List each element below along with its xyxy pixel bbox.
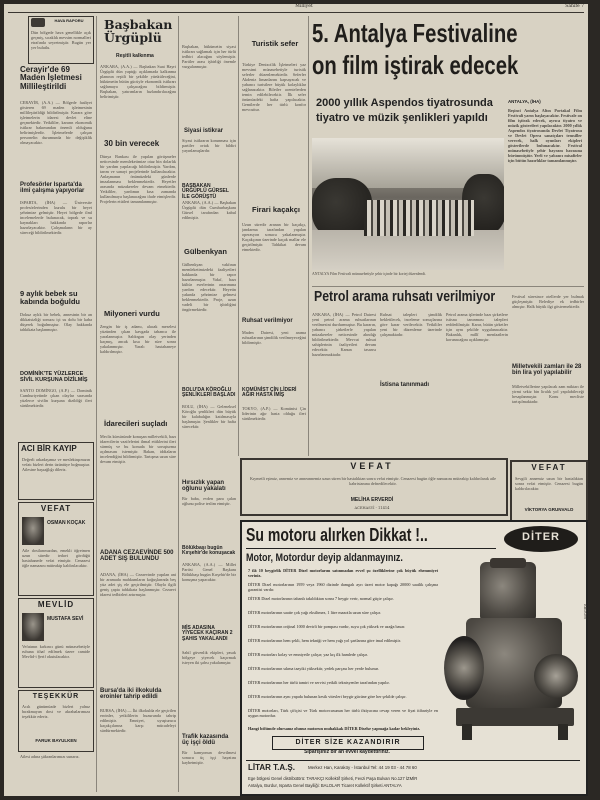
ad-feature-list — [248, 582, 438, 722]
obituary-2-text: Kıymetli eşimiz, annemiz ve anneannemiz uzun süren bir hastalıktan sonra vefat etmiştir. Cenazesi bugün öğle namazını müteakip kaldırılarak aile kabristanına defnedilecektir. — [249, 476, 497, 486]
obituary-2-name: MELİHA ERVERDİ — [350, 497, 394, 503]
col2-story5-text: ADANA, (İHA) — Cezaevinde yapılan ani bir aramada mahkumların koğuşlarında beş yüz adet şiş ele geçirilmiştir. Olayla ilgili geniş çapta tahkikata başlanmıştır. Cezaevi idaresi tedbirleri artırmıştır. — [100, 572, 176, 597]
col3-story2-head: BAŞBAKAN ÜRGÜPLÜ GÜRSEL İLE GÖRÜŞTÜ — [182, 183, 229, 200]
weather-text: Dün bölgede hava genellikle açık geçmiş, sıcaklık mevsim normalleri etrafında seyretmiştir. Bugün yer yer bulutlu. — [31, 30, 91, 50]
side-tag: ABDOM — [583, 604, 588, 619]
mevlid-portrait — [22, 613, 44, 641]
festival-caption: ANTALYA Film Festivali münasebetiyle şehir içinde bir kortej düzenlendi. — [312, 272, 427, 276]
obituary-box-3 — [510, 460, 588, 526]
col2-story5-head: ADANA CEZAEVİNDE 500 ADET SIŞ BULUNDU — [100, 550, 174, 563]
petrol-subhead: İstisna tanınmadı — [380, 382, 430, 388]
ad-feature-item: DİTER motorlarının sıkma tazyiki yüksektir, yedek parçası her yerde bulunur. — [248, 666, 379, 671]
obituary-portrait-1 — [22, 517, 44, 545]
ad-feature-item: DİTER motorları kolay ve emniyetle çalışır; yaz kış ilk hamlede çalışır. — [248, 652, 368, 657]
col4-story4-head: KOMÜNİST ÇİN LİDERİ AĞIR HASTA İMİŞ — [242, 387, 297, 399]
col2-story3-head: Milyoneri vurdu — [104, 309, 160, 318]
ad-feature-item: DİTER motorlarının her türlü tamiri ve servisi yetkili teknisyenler tarafından yapılır. — [248, 680, 390, 685]
col3-story7-head: MİS ADASINA YİYECEK KAÇIRAN 2 ŞAHIS YAKALANDI — [182, 625, 233, 642]
ad-company: LİTAR T.A.Ş. — [248, 763, 295, 772]
weather-title: HAVA RAPORU — [54, 18, 84, 23]
obituary-3-title: VEFAT — [531, 463, 567, 472]
col1-story3-head: 9 aylık bebek su kabında boğuldu — [20, 289, 80, 306]
col3-story4-head: BOLU'DA KÖROĞLU ŞENLİKLERİ BAŞLADI — [182, 387, 236, 399]
mevlid-title: MEVLİD — [37, 600, 75, 609]
diesel-engine-illustration — [442, 558, 582, 752]
obituary-2-footer: ACEHASYİ - 11414 — [354, 506, 390, 510]
col2-story2-text: Dünya Bankası ile yapılan görüşmeler neticesinde memleketimize otuz bin dolarlık bir yardım yapılacağı bildirilmiştir. Yardım, tarım ve sanayi projelerinde kullanılacaktır. Anlaşmanın önümüzdeki günlerde imzalanması beklenmektedir. Heyetler arasında müzakereler devam etmektedir. Yetkililer, yardımın kısa zamanda kullanılmaya başlanacağını ifade etmişlerdir. Projelerin etütleri tamamlanmıştır. — [100, 154, 176, 204]
festival-headline-line1: 5. Antalya Festivaline — [312, 18, 518, 48]
thanks-box — [18, 690, 94, 752]
col3-story4-text: BOLU, (İHA) — Geleneksel Köroğlu şenlikleri dün büyük bir kalabalığın katılmasıyla başlamıştır. Şenlikler bir hafta sürecektir. — [182, 404, 236, 429]
col3-story8-text: Bir kamyonun devrilmesi sonucu üç işçi hayatını kaybetmiştir. — [182, 750, 236, 765]
obituary-3-text: Sevgili annemiz uzun bir hastalıktan sonra vefat etmiştir. Cenazesi bugün kaldırılacaktır. — [515, 476, 583, 491]
condolence-title: ACI BİR KAYIP — [21, 444, 77, 453]
festival-lead-text: Beşinci Antalya Altın Portakal Film Festivali yarın başlayacaktır. Festivale on film iştirak edecek, ayrıca tiyatro ve müzik gösterileri yapılacaktır. 2000 yıllık Aspendos tiyatrosunda Devlet Tiyatrosu ve Devlet Opera sanatçıları temsiller verecek, halk oyunları ekipleri gösterilerde bulunacaktır. Festival münasebetiyle şehir bayram havasına bürünmüştür. Yerli ve yabancı misafirler için bütün hazırlıklar tamamlanmıştır. — [508, 108, 582, 163]
diter-logo: DİTER — [504, 526, 578, 552]
thanks-title: TEŞEKKÜR — [32, 693, 80, 700]
petrol-text-2: Ruhsat talepleri şimdilik bekletilecek, inceleme sonuçlarına göre karar verilecektir. Yetkililer yeni bir düzenleme üzerinde çalışmaktadır. — [380, 312, 442, 337]
obituary-1-name: OSMAN KOÇAK — [47, 520, 86, 526]
obituary-box-1 — [18, 502, 94, 596]
col3-story8-head: Trafik kazasında üç işçi öldü — [182, 734, 229, 747]
ad-feature-item: DİTER motorları, Türk çiftçisi ve Türk motorcusunun her türlü ihtiyacına cevap veren ve fiyat itibariyle en uygun motordur. — [248, 708, 438, 718]
obituary-2-title: VEFAT — [350, 461, 394, 471]
col2-story6-head: Bursa'da iki ilkokulda eroinler tahrip edildi — [100, 688, 162, 701]
condolence-box — [18, 442, 94, 500]
col4-story2-head: Firari kaçakçı — [252, 205, 300, 214]
col1-story4-head: DOMİNİK'TE YÜZLERCE SİVİL KURŞUNA DİZİLMİŞ — [20, 371, 88, 383]
weather-box — [28, 16, 94, 64]
col2-story4-text: Meclis kürsüsünde konuşan milletvekili, bazı idarecilerin vazifelerini ihmal ettiklerini ileri sürmüş ve bu konuda bir soruşturma açılmasını istemiştir. Bakan, iddiaların incelendiğini bildirmiştir. Tartışma uzun süre devam etmiştir. — [100, 434, 176, 464]
ad-feature-item: DİTER motorlarının aynı yapıda bulunan kesik vitesleri beygir gücüne göre her şekilde çalışır. — [248, 694, 407, 699]
mevlid-name: MUSTAFA SEVİ — [47, 616, 84, 622]
festival-headline-line2: on film iştirak edecek — [312, 50, 519, 80]
ad-feature-item: DİTER Dizel motorlarının tabanlı takıldıktan sonra 7 beygir verir, normal güçte çalışır. — [248, 596, 394, 601]
ad-intro: 7 ilâ 10 beygirlik DİTER Dizel motorlarını satınmadan evvel şu özelliklerine çok büyük ehemmiyet veriniz. — [248, 568, 438, 578]
col3-story7-text: Sahil güvenlik ekipleri, yasak bölgeye yiyecek kaçırmak isteyen iki şahsı yakalamıştır. — [182, 650, 236, 665]
col3-story2-text: ANKARA, (A.A.) — Başbakan Ürgüplü dün Cumhurbaşkanı Gürsel tarafından kabul edilmiştir. — [182, 200, 236, 220]
col3-lead-text: Başbakan, hükümetin siyasi istikrarı sağlamak için her türlü tedbiri alacağını söylemiştir. Partiler arası işbirliği önemle vurgulanmıştır. — [182, 44, 236, 69]
ad-agency-1: Ege bölgesi Genel distribütörü: TARAKÇI Kollektif Şirketi, Fevzi Paşa Bulvarı No.127 İZMİR — [248, 776, 418, 781]
ad-feature-item: DİTER Dizel motorlarının 1959 veya 1960 dizinde damgalı ayrı üzeri motor kapağı 20000 saatlik çalışma garantisi vardır. — [248, 582, 438, 592]
col3-story6-head: Bölükbaşı bugün Kırşehir'de konuşacak — [182, 545, 236, 557]
col1-story4-text: SANTO DOMİNGO, (A.P.) — Dominik Cumhuriyetinde çıkan olaylar sırasında yüzlerce sivilin kurşuna dizildiği ileri sürülmektedir. — [20, 388, 92, 408]
weather-icon — [31, 18, 45, 27]
col3-story1-head: Siyasi istikrar — [184, 128, 224, 134]
col2-story1-text: ANKARA, (A.A.) — Başbakan Suat Hayri Ürgüplü dün yaptığı açıklamada kalkınma planının reşitli bir şekilde yürütüleceğini, hükümetin bütün gücüyle ekonomik istikrarı sağlamaya çalışacağını bildirmiştir. Başbakan, yatırımların hızlandırılacağını belirtmiştir. — [100, 64, 176, 99]
milletvekili-text: Milletvekillerine yapılacak zam miktarı ile yirmi sekiz bin liralık yol yapılabileceği hesaplanmıştır. Konu mecliste tartışılmaktadır. — [512, 384, 584, 404]
col1-story2-head: Profesörler Isparta'da ilmî çalışma yapıyorlar — [20, 182, 85, 195]
ad-address: Merkez Han, Karaköy - İstanbul Tel: 44 19 03 - 44 78 60 — [308, 765, 417, 770]
obituary-1-title: VEFAT — [40, 504, 72, 513]
ad-slogan: DİTER SİZE KAZANDIRIR — [295, 739, 401, 746]
col1-story3-text: Dokuz aylık bir bebek, annesinin bir an dikkatsizliği sonucu içi su dolu bir kaba düşerek boğulmuştur. Olay hakkında tahkikata başlanmıştır. — [20, 312, 92, 332]
col4-story1-text: Türkiye Denizcilik İşletmeleri yaz mevsimi münasebetiyle turistik seferler düzenlemektedir. Seferler Akdeniz limanlarını kapsayacak ve yabancı turistlere büyük kolaylıklar sağlanacaktır. Biletler acentelerden temin edilebilecektir. İlk sefer önümüzdeki hafta yapılacaktır. Gemilerde her türlü konfor mevcuttur. — [242, 62, 306, 112]
col3-story5-head: Hırsızlık yapan oğlunu yakalatı — [182, 480, 226, 493]
col3-story3-text: Gülbenkyan vakfının memleketimizdeki faaliyetleri hakkında bir rapor hazırlanmıştır. Vakıf, bazı kültür eserlerinin onarımına yardım edecektir. Heyetin yakında şehrimize gelmesi beklenmektedir. Proje, uzun vadeli bir işbirliğini öngörmektedir. — [182, 262, 236, 312]
newspaper-page — [4, 4, 588, 796]
mevlid-text: Vefatının kırkıncı günü münasebetiyle ruhuna ithaf edilmek üzere camide Mevlid-i Şerif okutulacaktır. — [22, 644, 90, 659]
ad-subhead: Motor, Motordur deyip aldanmayınız. — [246, 552, 403, 564]
col2-story4-head: İdarecileri suçladı — [104, 419, 168, 428]
milletvekili-head: Milletvekili zamları ile 28 bin lira yol yapılabilir — [512, 364, 582, 377]
col3-story5-text: Bir baba, evden para çalan oğlunu polise teslim etmiştir. — [182, 496, 236, 506]
col4-story3-text: Maden Dairesi, yeni arama ruhsatlarının şimdilik verilmeyeceğini bildirmiştir. — [242, 330, 306, 345]
ad-feature-item: DİTER motorlarının saatte çok yağı eksiltmez, 1 litre mazotla uzun süre çalışır. — [248, 610, 381, 615]
col2-story6-text: BURSA, (İHA) — İki ilkokulda ele geçirilen eroinler, yetkililerin huzurunda tahrip edilmiştir. Emniyet, uyuşturucu kaçakçılarına karşı mücadeleyi sürdürmektedir. — [100, 708, 176, 733]
flywheel — [444, 636, 484, 700]
obituary-3-name: VİKTORYA GRUNVALD — [524, 507, 574, 512]
ad-closing: Hangi bölümde olursanız olunuz motorun muhakkak DİTER Diselse yapmağa kadar bekleyiniz. — [248, 726, 421, 731]
petrol-text-1: ANKARA, (İHA) — Petrol Dairesi yeni petrol arama ruhsatlarının verilmesini durdurmuştur. Bu kararın, yabancı şirketlerle yapılan müzakereler neticesinde alındığı bildirilmektedir. Mevcut ruhsat sahiplerinin faaliyetleri devam edecektir. Kanun tasarısı hazırlanmaktadır. — [312, 312, 376, 357]
col4-story1-head: Turistik sefer — [251, 39, 299, 48]
ad-feature-item: DİTER motorlarının orijinal 1000 devirli bir pompası vardır, suyu çok yüksek ve uzağa basar. — [248, 624, 406, 629]
obituary-box-2 — [240, 458, 508, 516]
col2-subhead-1: Reşitli kalkınma — [116, 53, 154, 59]
col4-story3-head: Ruhsat verilmiyor — [242, 318, 293, 324]
main-headline-urguplu: Başbakan Ürgüplü — [104, 17, 173, 46]
ad-headline: Su motoru alırken Dikkat !.. — [246, 525, 428, 545]
col1-story1-text: CERAYİR, (A.A.) — Bölgede faaliyet gösteren 69 maden işletmesinin millileştirildiği bildirilmiştir. Karara göre işletmelerin idaresi devlet eline geçmektedir. Yetkililer, kararın ekonomik istikrar bakımından önemli olduğunu belirtmişlerdir. İşletmelerde çalışan personelin durumunda bir değişiklik olmayacaktır. — [20, 100, 92, 145]
col3-story6-text: ANKARA, (A.A.) — Millet Partisi Genel Başkanı Bölükbaşı bugün Kırşehir'de bir konuşma yapacaktır. — [182, 562, 236, 582]
col-right-upper-text: Festival süresince otellerde yer bulmak güçleşmiştir. Belediye ek tedbirler almıştır. Halk büyük ilgi göstermektedir. — [512, 294, 584, 309]
col1-story1-head: Cerayir'de 69 Maden İşletmesi Millileştirildi — [20, 65, 82, 91]
diter-advertisement — [240, 520, 588, 796]
col2-story2-head: 30 bin verecek — [104, 139, 160, 148]
pulley — [534, 654, 578, 698]
col1-story2-text: ISPARTA, (İHA) — Üniversite profesörlerinden kurulu bir heyet şehrimize gelmiştir. Heyet bölgede ilmî incelemelerde bulunacak, toprak ve su kaynakları hakkında raporlar hazırlayacaktır. Çalışmaların bir ay süreceği bildirilmektedir. — [20, 200, 92, 235]
mevlid-box — [18, 598, 94, 688]
petrol-text-3: Petrol arama işlerinde bazı şirketlere istisna tanınması talepleri reddedilmiştir. Karar, bütün şirketler için aynı şekilde uygulanacaktır. Bakanlık, millî menfaatlerin korunacağını açıklamıştır. — [446, 312, 508, 342]
col3-story1-text: Siyasi istikrarın korunması için partiler ortak bir bildiri yayınlamışlardır. — [182, 138, 236, 153]
col1-bottom-text: Ailesi adına şükranlarımızı sunarız. — [20, 754, 80, 759]
obituary-1-text: Aile dostlarımızdan, emekli öğretmen uzun süredir tedavi gördüğü hastahanede vefat etmiştir. Cenazesi öğle namazını müteakip kaldırılacaktır. — [22, 548, 90, 568]
thanks-name: FARUK BAYULKEN — [35, 738, 77, 743]
col4-story2-text: Uzun süredir aranan bir kaçakçı, jandarma tarafından yapılan operasyon sonucu yakalanmıştır. Kaçakçının üzerinde kaçak mallar ele geçirilmiştir. Tahkikat devam etmektedir. — [242, 222, 306, 252]
festival-subhead: 2000 yıllık Aspendos tiyatrosunda tiyatro ve müzik şenlikleri yapıldı — [316, 97, 493, 124]
col2-story3-text: Zengin bir iş adamı, alacak meselesi yüzünden çıkan kavgada tabanca ile yaralanmıştır. Saldırgan olay yerinden kaçmış, ancak kısa bir süre sonra yakalanmıştır. Yaralı hastahaneye kaldırılmıştır. — [100, 324, 176, 354]
ad-slogan-box — [272, 736, 424, 750]
ad-feature-item: DİTER motorlarının hem şekli, hem tekniği ve hem yağı yol şartlarına göre imal edilmiştir. — [248, 638, 401, 643]
festival-photo — [312, 138, 504, 270]
col3-story3-head: Gülbenkyan — [184, 247, 227, 256]
condolence-text: Değerli arkadaşımız ve meslektaşımızın vefatı bizleri derin üzüntüye boğmuştur. Ailesine başsağlığı dileriz. — [22, 457, 90, 472]
ad-slogan-2: Siparişiniz bir an evvel kaydettiriniz. — [304, 749, 390, 755]
col4-story4-text: TOKYO, (A.P.) — Komünist Çin liderinin ağır hasta olduğu ileri sürülmektedir. — [242, 406, 306, 421]
page-number: Sahife 7 — [565, 4, 584, 9]
thanks-text: Acılı günümüzde bizleri yalnız bırakmayan dost ve akrabalarımıza teşekkür ederiz. — [22, 704, 90, 719]
parade-figures — [364, 200, 474, 236]
petrol-headline: Petrol arama ruhsatı verilmiyor — [314, 288, 496, 305]
masthead-center: Milliyet — [295, 4, 313, 9]
festival-dateline: ANTALYA, (İHA) — [508, 99, 541, 104]
ad-agency-2: Antalya, Burdur, Isparta Genel Bayiliği: BALOLAR Ticaret Kollektif Şirketi ANTALYA — [248, 783, 402, 788]
engine-base — [456, 708, 574, 726]
